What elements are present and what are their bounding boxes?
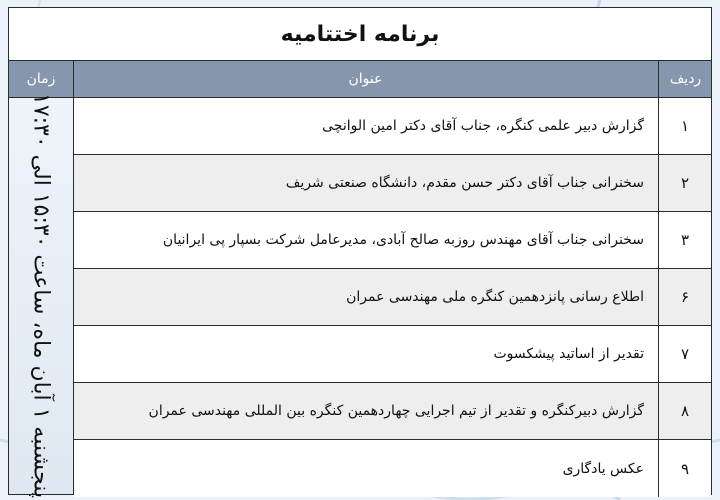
time-text: پنجشنبه ۱ آبان ماه، ساعت ۱۵:۳۰ الی ۱۷:۳۰ bbox=[28, 93, 54, 499]
row-subject: گزارش دبیر علمی کنگره، جناب آقای دکتر امین الوانچی bbox=[322, 118, 644, 134]
header-time: زمان bbox=[9, 61, 74, 97]
row-number: ۳ bbox=[658, 212, 711, 268]
page-title: برنامه اختتامیه bbox=[280, 21, 440, 47]
row-subject: تقدیر از اساتید پیشکسوت bbox=[493, 346, 644, 362]
table-row bbox=[74, 155, 711, 212]
time-column bbox=[9, 93, 74, 499]
row-number: ۲ bbox=[658, 155, 711, 211]
table-row bbox=[74, 98, 711, 155]
table-body bbox=[74, 98, 711, 497]
header-subject: عنوان bbox=[348, 71, 383, 87]
program-table bbox=[8, 7, 712, 499]
row-subject: سخنرانی جناب آقای مهندس روزبه صالح آبادی، مدیرعامل شرکت بسپار پی ایرانیان bbox=[162, 232, 644, 248]
table-header bbox=[9, 61, 711, 98]
row-subject: عکس یادگاری bbox=[562, 460, 644, 477]
row-number: ۹ bbox=[658, 440, 711, 497]
row-number: ۸ bbox=[658, 383, 711, 439]
row-subject: گزارش دبیرکنگره و تقدیر از تیم اجرایی چهاردهمین کنگره بین المللی مهندسی عمران bbox=[148, 403, 644, 419]
header-number: ردیف bbox=[658, 61, 712, 97]
row-number: ۷ bbox=[658, 326, 711, 382]
row-subject: سخنرانی جناب آقای دکتر حسن مقدم، دانشگاه صنعتی شریف bbox=[285, 175, 644, 191]
table-row bbox=[74, 212, 711, 269]
row-number: ۱ bbox=[658, 98, 711, 154]
table-row bbox=[74, 440, 711, 497]
table-row bbox=[74, 383, 711, 440]
table-row bbox=[74, 269, 711, 326]
row-subject: اطلاع رسانی پانزدهمین کنگره ملی مهندسی عمران bbox=[346, 289, 644, 305]
table-row bbox=[74, 326, 711, 383]
title-bar bbox=[9, 8, 711, 61]
row-number: ۶ bbox=[658, 269, 711, 325]
